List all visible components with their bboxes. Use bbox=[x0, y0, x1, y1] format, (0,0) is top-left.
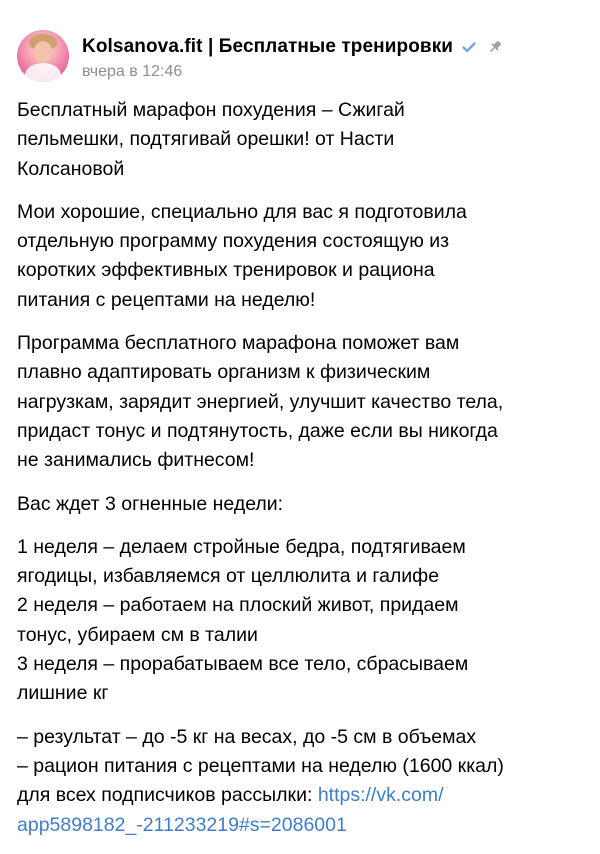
verified-check-icon bbox=[461, 39, 477, 55]
paragraph-program: Мои хорошие, специально для вас я подготовила отдельную программу похудения состоящую из коротких эффективных тренировок и рациона питания с рецептами на неделю! bbox=[17, 200, 467, 311]
title-row bbox=[82, 34, 503, 60]
avatar[interactable] bbox=[17, 30, 69, 82]
paragraph-weeks-list: 1 неделя – делаем стройные бедра, подтягиваем ягодицы, избавляемся от целлюлита и галифе 2 неделя – работаем на плоский живот, придаем тонус, убираем см в талии 3 неделя – прорабатываем все тело, сбрасываем лишние кг bbox=[17, 535, 469, 705]
app-link[interactable]: https://vk.com/ app5898182_-211233219#s=2086001 bbox=[17, 784, 444, 836]
post-text bbox=[17, 96, 589, 854]
avatar-face bbox=[34, 41, 52, 63]
pin-icon bbox=[487, 39, 503, 55]
results-text: – результат – до -5 кг на весах, до -5 см в объемах – рацион питания с рецептами на неделю (1600 ккал) для всех подписчиков рассылки: bbox=[17, 725, 504, 807]
community-name[interactable]: Kolsanova.fit | Бесплатные тренировки bbox=[82, 36, 454, 57]
paragraph-results bbox=[17, 723, 589, 840]
paragraph-description: Программа бесплатного марафона поможет вам плавно адаптировать организм к физическим нагрузкам, зарядит энергией, улучшит качество тела, придаст тонус и подтянутость, даже если вы никогда не занимались фитнесом! bbox=[17, 332, 504, 472]
paragraph-intro: Бесплатный марафон похудения – Сжигай пельмешки, подтягивай орешки! от Насти Колсановой bbox=[17, 99, 405, 180]
avatar-body bbox=[25, 63, 61, 82]
post-date[interactable]: вчера в 12:46 bbox=[82, 63, 183, 80]
post-header bbox=[17, 30, 583, 86]
paragraph-weeks-heading: Вас ждет 3 огненные недели: bbox=[17, 492, 284, 515]
